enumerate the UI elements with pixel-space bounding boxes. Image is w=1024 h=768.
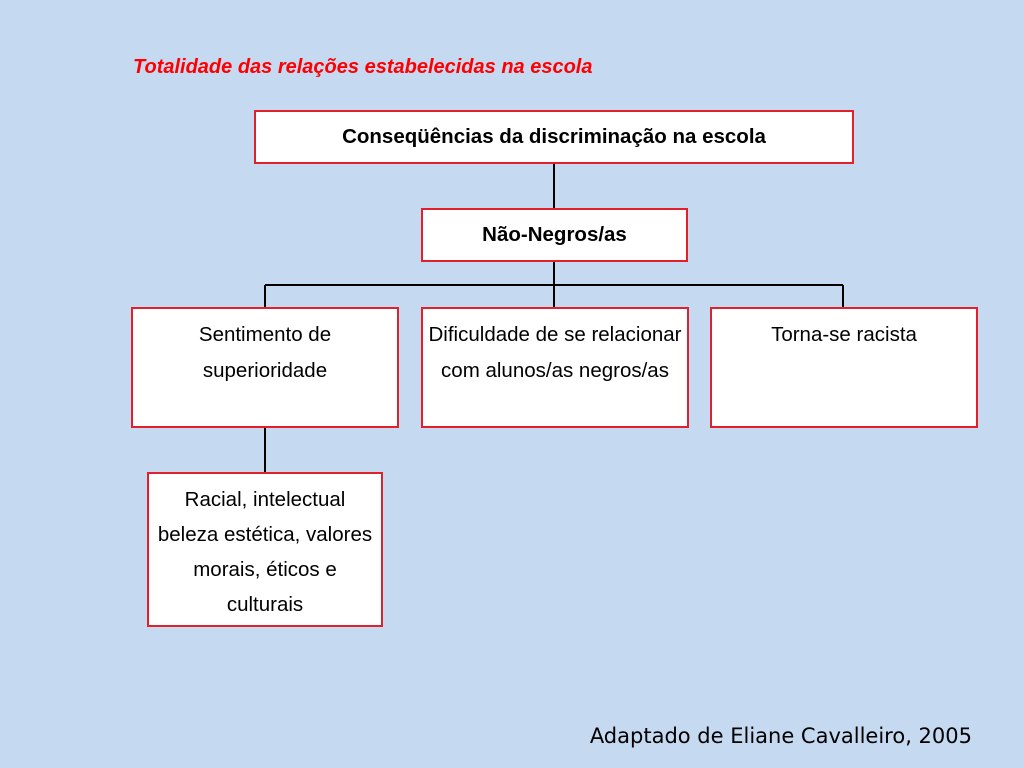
- root-node: [254, 110, 854, 164]
- slide-title: Totalidade das relações estabelecidas na escola: [133, 56, 593, 78]
- detail-node: [147, 472, 383, 627]
- child-node-superiority: [131, 307, 399, 428]
- child-node-relationship-difficulty-label: Dificuldade de se relacionar com alunos/as negros/as: [428, 323, 682, 382]
- child-node-becomes-racist: [710, 307, 978, 428]
- child-node-becomes-racist-label: Torna-se racista: [771, 323, 917, 346]
- group-node-label: Não-Negros/as: [482, 223, 627, 246]
- child-node-relationship-difficulty: [421, 307, 689, 428]
- root-node-label: Conseqüências da discriminação na escola: [342, 125, 766, 148]
- group-node: [421, 208, 688, 262]
- detail-node-label: Racial, intelectual beleza estética, valores morais, éticos e culturais: [157, 488, 373, 616]
- child-node-superiority-label: Sentimento de superioridade: [198, 323, 332, 382]
- source-credit: Adaptado de Eliane Cavalleiro, 2005: [589, 724, 972, 748]
